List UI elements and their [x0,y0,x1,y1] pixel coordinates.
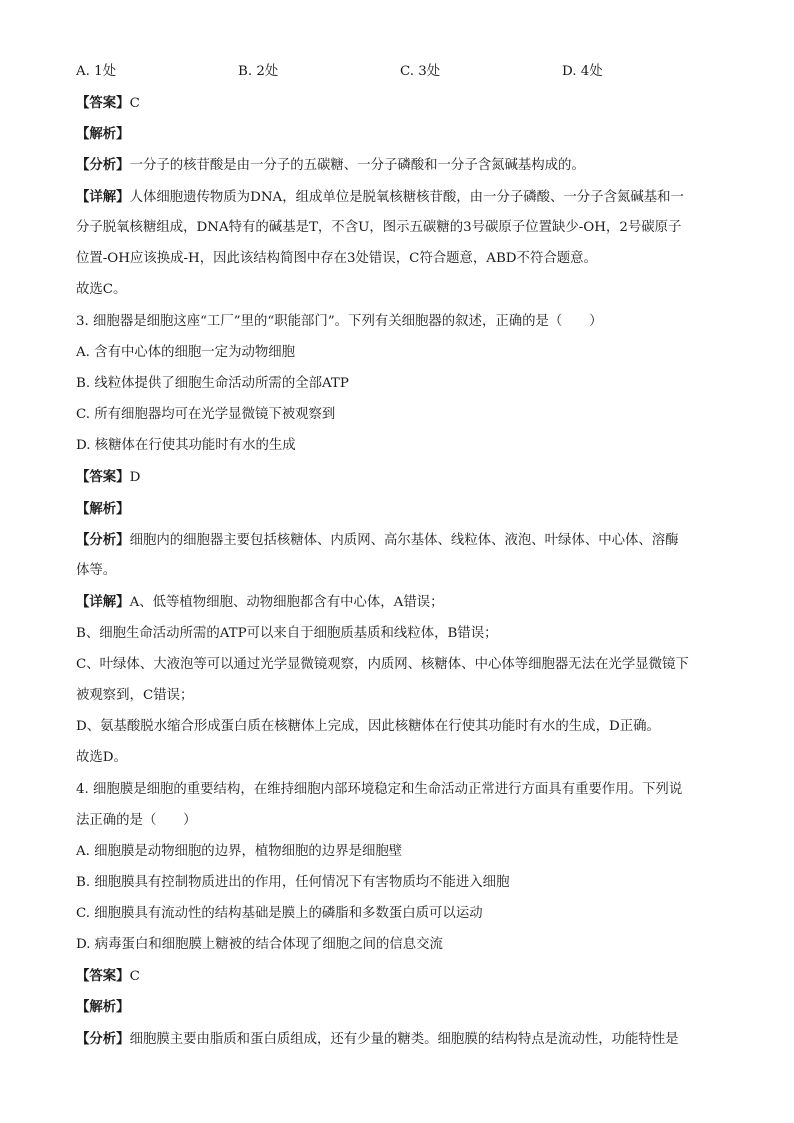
q4-option-c: C. 细胞膜具有流动性的结构基础是膜上的磷脂和多数蛋白质可以运动 [76,906,483,921]
q4-option-d: D. 病毒蛋白和细胞膜上糖被的结合体现了细胞之间的信息交流 [76,937,443,952]
q3-option-a: A. 含有中心体的细胞一定为动物细胞 [76,345,296,360]
q3-answer [76,467,140,488]
q3-detail-line-5: D、氨基酸脱水缩合形成蛋白质在核糖体上完成，因此核糖体在行使其功能时有水的生成，D正确。 [76,719,660,734]
q4-option-b: B. 细胞膜具有控制物质进出的作用，任何情况下有害物质均不能进入细胞 [76,875,510,890]
q3-answer-tag: 【答案】 [76,469,130,485]
q3-answer-value: D [129,470,141,485]
q3-fenxi-text-1: 细胞内的细胞器主要包括核糖体、内质网、高尔基体、线粒体、液泡、叶绿体、中心体、溶酶 [129,533,679,548]
q2-conclusion: 故选C。 [76,282,127,297]
q2-option-b: B. 2处 [238,64,279,79]
q3-detail-line-4: 被观察到，C错误； [76,688,194,703]
q4-answer [76,966,140,987]
q2-option-a: A. 1处 [76,64,117,79]
q2-fenxi-tag: 【分析】 [76,157,130,173]
q4-answer-value: C [129,969,140,984]
q4-fenxi-text: 细胞膜主要由脂质和蛋白质组成，还有少量的糖类。细胞膜的结构特点是流动性，功能特性是 [129,1032,679,1047]
q3-conclusion: 故选D。 [76,750,127,765]
q3-option-b: B. 线粒体提供了细胞生命活动所需的全部ATP [76,376,349,391]
q3-option-c: C. 所有细胞器均可在光学显微镜下被观察到 [76,407,336,422]
q4-analysis-tag: 【解析】 [76,999,130,1015]
q2-answer-tag: 【答案】 [76,95,130,111]
q4-fenxi [76,1029,679,1050]
q2-option-d: D. 4处 [562,64,603,79]
q2-options [76,62,716,82]
q3-fenxi-tag: 【分析】 [76,532,130,548]
q2-fenxi [76,155,585,176]
q3-stem: 3. 细胞器是细胞这座“工厂”里的“职能部门”。下列有关细胞器的叙述，正确的是（ ） [76,314,603,329]
q4-analysis-heading [76,997,130,1018]
q2-detail-line-1 [76,187,684,208]
q2-analysis-heading [76,124,130,145]
q2-detail-line-2: 分子脱氧核糖组成，DNA特有的碱基是T，不含U，图示五碳糖的3号碳原子位置缺少-OH，2号碳原子 [76,220,682,235]
q4-answer-tag: 【答案】 [76,968,130,984]
q3-fenxi-line-2: 体等。 [76,563,117,578]
q3-option-d: D. 核糖体在行使其功能时有水的生成 [76,438,296,453]
q2-answer [76,93,140,114]
q2-analysis-tag: 【解析】 [76,126,130,142]
q2-option-c: C. 3处 [400,64,441,79]
q3-detail-tag: 【详解】 [76,594,130,610]
q3-analysis-tag: 【解析】 [76,501,130,517]
q4-fenxi-tag: 【分析】 [76,1031,130,1047]
q3-detail-line-3: C、叶绿体、大液泡等可以通过光学显微镜观察，内质网、核糖体、中心体等细胞器无法在光学显微镜下 [76,657,689,672]
q3-detail-line-1 [76,592,444,613]
q2-answer-value: C [129,96,140,111]
q3-detail-text-1: A、低等植物细胞、动物细胞都含有中心体，A错误； [129,595,444,610]
q2-detail-text-1: 人体细胞遗传物质为DNA，组成单位是脱氧核糖核苷酸，由一分子磷酸、一分子含氮碱基和一 [129,190,684,205]
q2-detail-line-3: 位置-OH应该换成-H，因此该结构简图中存在3处错误，C符合题意，ABD不符合题意。 [76,251,597,266]
q4-stem-line-2: 法正确的是（ ） [76,813,197,828]
q3-fenxi-line-1 [76,530,679,551]
q2-detail-tag: 【详解】 [76,189,130,205]
q2-fenxi-text: 一分子的核苷酸是由一分子的五碳糖、一分子磷酸和一分子含氮碱基构成的。 [129,158,585,173]
q3-detail-line-2: B、细胞生命活动所需的ATP可以来自于细胞质基质和线粒体，B错误； [76,626,498,641]
q4-stem-line-1: 4. 细胞膜是细胞的重要结构，在维持细胞内部环境稳定和生命活动正常进行方面具有重要作用。下列说 [76,782,683,797]
q4-option-a: A. 细胞膜是动物细胞的边界，植物细胞的边界是细胞壁 [76,844,403,859]
q3-analysis-heading [76,499,130,520]
